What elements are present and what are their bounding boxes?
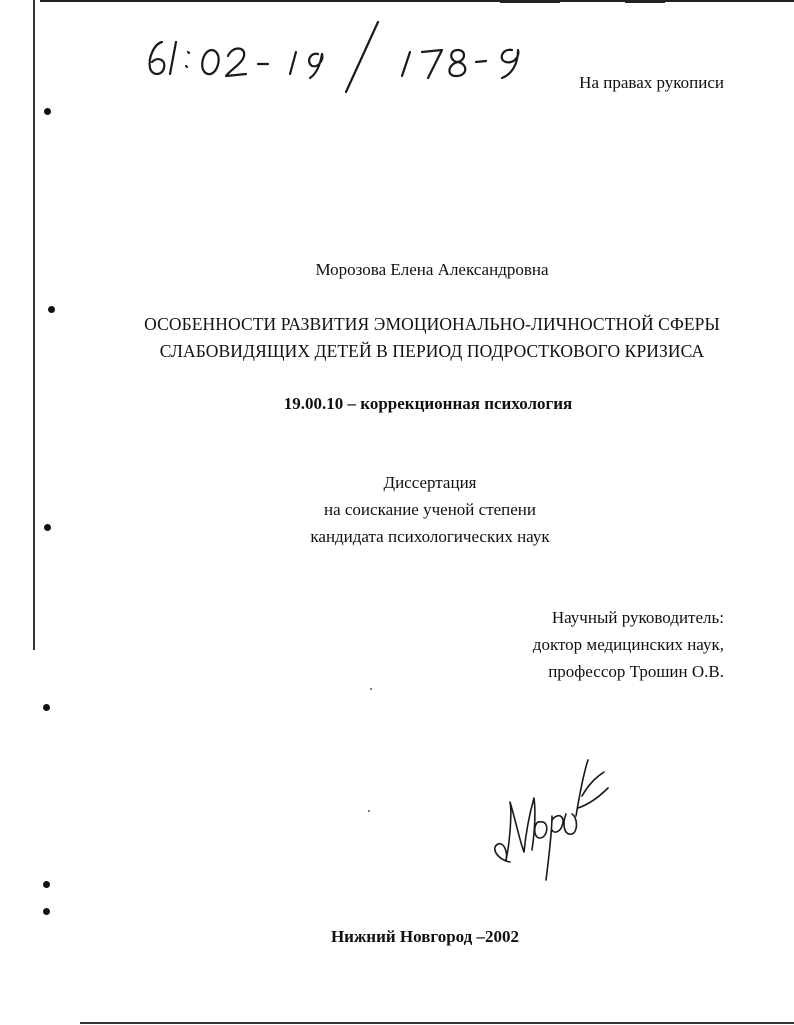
dissertation-title	[0, 311, 794, 365]
scan-bottom-edge	[80, 1022, 794, 1024]
author-name: Морозова Елена Александровна	[315, 260, 549, 279]
advisor-line: Научный руководитель:	[551, 608, 724, 627]
rights-note: На правах рукописи	[579, 73, 724, 92]
degree-statement	[0, 469, 794, 550]
advisor-line: профессор Трошин О.В.	[548, 662, 724, 681]
degree-line: Диссертация	[383, 473, 477, 492]
scan-top-tick	[500, 0, 560, 3]
svg-text:61: 02- 19/ 178-9: 61: 02- 19/ 178-9	[140, 14, 147, 15]
advisor-line: доктор медицинских наук,	[532, 635, 724, 654]
scientific-advisor	[533, 604, 724, 685]
scan-speck	[368, 810, 370, 812]
binding-hole-dot	[43, 704, 50, 711]
signature	[480, 752, 610, 892]
degree-line: кандидата психологических наук	[310, 527, 550, 546]
handwritten-code-mark	[140, 14, 560, 94]
specialty-code: 19.00.10 – коррекционная психология	[283, 394, 573, 413]
scan-speck	[370, 688, 372, 690]
binding-hole-dot	[43, 908, 50, 915]
title-line: ОСОБЕННОСТИ РАЗВИТИЯ ЭМОЦИОНАЛЬНО-ЛИЧНОСТНОЙ СФЕРЫ	[144, 314, 720, 334]
scan-top-tick	[625, 0, 665, 3]
city-and-year: Нижний Новгород –2002	[330, 927, 520, 946]
binding-hole-dot	[43, 881, 50, 888]
title-line: СЛАБОВИДЯЩИХ ДЕТЕЙ В ПЕРИОД ПОДРОСТКОВОГО КРИЗИСА	[159, 341, 705, 361]
binding-hole-dot	[44, 108, 51, 115]
degree-line: на соискание ученой степени	[323, 500, 537, 519]
scan-top-edge	[40, 0, 794, 2]
